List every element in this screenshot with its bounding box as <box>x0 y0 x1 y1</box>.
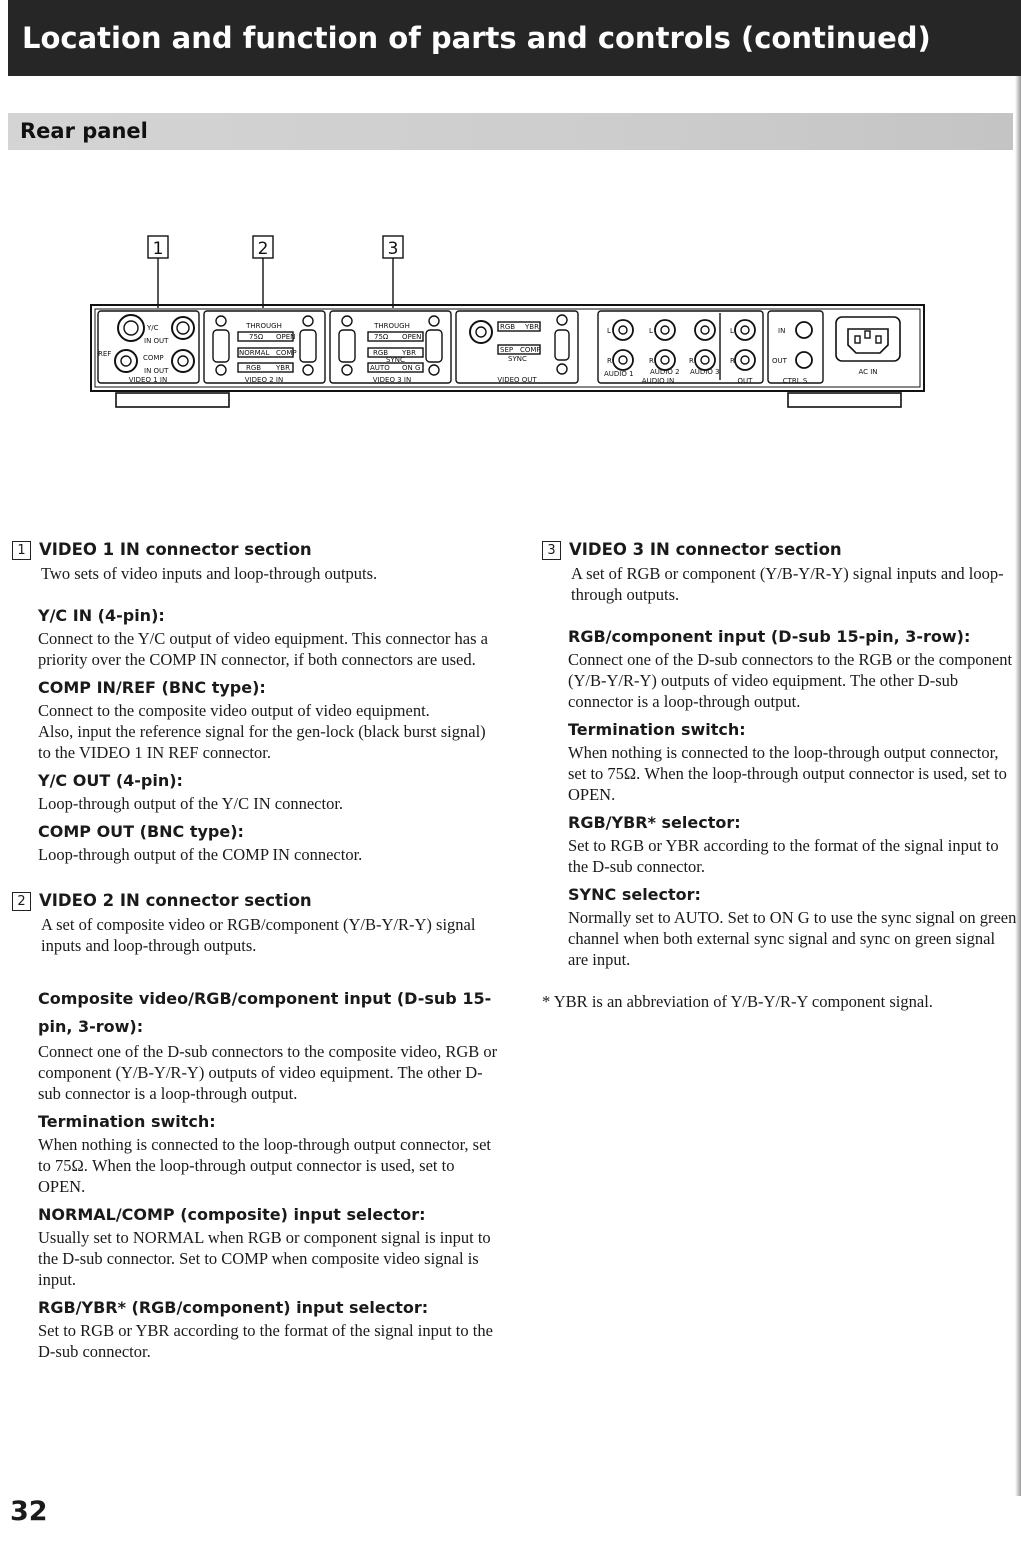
svg-text:RGB: RGB <box>373 349 389 357</box>
svg-text:AUTO: AUTO <box>370 364 390 372</box>
svg-text:L: L <box>730 327 734 335</box>
svg-text:SEP: SEP <box>500 346 514 354</box>
callout-1: 1 <box>152 239 164 259</box>
audio-in-label: AUDIO IN <box>641 377 675 385</box>
normal-comp-text: Usually set to NORMAL when RGB or component signal is input to the D-sub connector. Set to COMP when composite video signal is input. <box>38 1228 491 1289</box>
yc-out-jack <box>172 317 194 339</box>
ref-bnc-jack <box>115 350 137 372</box>
ybr-footnote: * YBR is an abbreviation of Y/B-Y/R-Y component signal. <box>542 992 933 1011</box>
rear-panel-diagram <box>88 230 930 415</box>
svg-text:OPEN: OPEN <box>276 333 296 341</box>
video3-dsub-text: Connect one of the D-sub connectors to the RGB or the component (Y/B-Y/R-Y) outputs of video equipment. The other D-sub connector is a loop-through output. <box>568 650 1013 711</box>
video1-heading: 1 VIDEO 1 IN connector section <box>12 538 502 562</box>
svg-text:R: R <box>730 357 735 365</box>
video2-intro: A set of composite video or RGB/component (Y/B-Y/R-Y) signal inputs and loop-through outputs. <box>41 915 476 955</box>
svg-text:YBR: YBR <box>276 364 290 372</box>
section-number-3: 3 <box>542 541 561 560</box>
callout-3: 3 <box>387 239 399 259</box>
comp-in-text: Connect to the composite video output of video equipment. <box>38 701 430 720</box>
svg-text:RGB: RGB <box>500 323 516 331</box>
svg-text:OPEN: OPEN <box>402 333 422 341</box>
video3-dsub-out <box>426 330 442 362</box>
svg-text:OUT: OUT <box>772 357 787 365</box>
ctrl-s-in-jack <box>796 322 812 338</box>
left-foot <box>116 393 229 407</box>
svg-text:REF: REF <box>98 350 112 358</box>
video-out-dsub <box>555 330 569 360</box>
right-foot <box>788 393 901 407</box>
svg-text:Y/C: Y/C <box>147 324 159 332</box>
audio2-l-jack <box>655 320 675 340</box>
yc-out-text: Loop-through output of the Y/C IN connector. <box>38 794 344 813</box>
video1-intro: Two sets of video inputs and loop-through outputs. <box>41 564 378 583</box>
normal-comp-heading: NORMAL/COMP (composite) input selector: <box>38 1205 426 1224</box>
audio1-l-jack <box>613 320 633 340</box>
video3-dsub-heading: RGB/component input (D-sub 15-pin, 3-row): <box>568 627 971 646</box>
sync-selector-heading: SYNC selector: <box>568 885 701 904</box>
section-number-2: 2 <box>12 892 31 911</box>
svg-text:THROUGH: THROUGH <box>374 322 410 330</box>
audio3-r-jack <box>695 350 715 370</box>
section-number-1: 1 <box>12 541 31 560</box>
callout-2: 2 <box>257 239 269 259</box>
video3-dsub-in <box>339 330 355 362</box>
comp-out-bnc-jack <box>172 350 194 372</box>
svg-text:THROUGH: THROUGH <box>246 322 282 330</box>
svg-text:R: R <box>607 357 612 365</box>
video-out-yc-jack <box>470 321 492 343</box>
svg-text:L: L <box>649 327 653 335</box>
video2-dsub-in <box>213 330 229 362</box>
video2-dsub-text: Connect one of the D-sub connectors to the composite video, RGB or component (Y/B-Y/R-Y) outputs of video equipment. The other D-sub connector is a loop-through output. <box>38 1042 498 1103</box>
svg-text:COMP: COMP <box>143 354 164 362</box>
comp-out-text: Loop-through output of the COMP IN connector. <box>38 845 363 864</box>
video3-in-label: VIDEO 3 IN <box>372 376 412 384</box>
svg-text:R: R <box>649 357 654 365</box>
svg-text:SYNC: SYNC <box>508 355 527 363</box>
svg-text:NORMAL: NORMAL <box>239 349 270 357</box>
ctrl-s-panel <box>768 311 823 383</box>
page-title: Location and function of parts and controls (continued) <box>8 0 1021 76</box>
svg-text:RGB: RGB <box>246 364 262 372</box>
video3-rgb-ybr-heading: RGB/YBR* selector: <box>568 813 741 832</box>
svg-text:IN: IN <box>778 327 786 335</box>
comp-out-heading: COMP OUT (BNC type): <box>38 822 244 841</box>
audio2-r-jack <box>655 350 675 370</box>
ctrl-s-out-jack <box>796 352 812 368</box>
video2-heading: 2 VIDEO 2 IN connector section <box>12 889 502 913</box>
page-number: 32 <box>10 1496 48 1527</box>
video2-dsub-out <box>300 330 316 362</box>
svg-text:YBR: YBR <box>525 323 539 331</box>
right-column <box>542 538 1018 1029</box>
svg-text:AUDIO 1: AUDIO 1 <box>604 370 634 378</box>
svg-text:SYNC: SYNC <box>386 356 405 364</box>
ac-in-socket <box>836 317 900 361</box>
video3-intro: A set of RGB or component (Y/B-Y/R-Y) signal inputs and loop-through outputs. <box>571 564 1004 604</box>
left-column <box>12 538 502 1362</box>
video-out-label: VIDEO OUT <box>497 376 537 384</box>
svg-text:R: R <box>689 357 694 365</box>
video3-rgb-ybr-text: Set to RGB or YBR according to the format of the signal input to the D-sub connector. <box>568 836 999 876</box>
audio-out-r-jack <box>735 350 755 370</box>
svg-text:75Ω: 75Ω <box>249 333 264 341</box>
video3-heading: 3 VIDEO 3 IN connector section <box>542 538 1018 562</box>
svg-text:COMP: COMP <box>276 349 297 357</box>
comp-in-heading: COMP IN/REF (BNC type): <box>38 678 266 697</box>
audio1-r-jack <box>613 350 633 370</box>
video2-rgb-ybr-text: Set to RGB or YBR according to the format of the signal input to the D-sub connector. <box>38 1321 493 1361</box>
video3-termination-heading: Termination switch: <box>568 720 746 739</box>
sync-selector-text: Normally set to AUTO. Set to ON G to use the sync signal on green channel when both external sync signal and sync on green signal are input. <box>568 908 1017 969</box>
svg-text:IN OUT: IN OUT <box>144 337 169 345</box>
ctrl-s-label: CTRL S <box>782 377 808 385</box>
video2-termination-text: When nothing is connected to the loop-through output connector, set to 75Ω. When the loop-through output connector is used, set to OPEN. <box>38 1135 491 1196</box>
video2-dsub-heading: Composite video/RGB/component input (D-sub 15-pin, 3-row): <box>38 989 492 1036</box>
video2-rgb-ybr-heading: RGB/YBR* (RGB/component) input selector: <box>38 1298 429 1317</box>
video2-termination-heading: Termination switch: <box>38 1112 216 1131</box>
svg-text:ON G: ON G <box>402 364 421 372</box>
video1-in-label: VIDEO 1 IN <box>128 376 168 384</box>
svg-text:IN OUT: IN OUT <box>144 367 169 375</box>
yc-out-heading: Y/C OUT (4-pin): <box>38 771 183 790</box>
svg-text:YBR: YBR <box>402 349 416 357</box>
svg-text:AUDIO 3: AUDIO 3 <box>690 368 720 376</box>
ac-in-label: AC IN <box>858 368 878 376</box>
svg-text:75Ω: 75Ω <box>374 333 389 341</box>
section-heading-rear-panel: Rear panel <box>8 113 1013 150</box>
audio3-l-jack <box>695 320 715 340</box>
video2-in-label: VIDEO 2 IN <box>244 376 284 384</box>
audio-out-label: OUT <box>737 377 753 385</box>
yc-in-jack <box>118 315 144 341</box>
audio-out-l-jack <box>735 320 755 340</box>
yc-in-text: Connect to the Y/C output of video equipment. This connector has a priority over the COMP IN connector, if both connectors are used. <box>38 629 488 669</box>
svg-text:L: L <box>607 327 611 335</box>
comp-in-text-ref: Also, input the reference signal for the gen-lock (black burst signal) to the VIDEO 1 IN REF connector. <box>38 722 486 762</box>
svg-text:COMP: COMP <box>520 346 541 354</box>
yc-in-heading: Y/C IN (4-pin): <box>38 606 165 625</box>
svg-text:AUDIO 2: AUDIO 2 <box>650 368 680 376</box>
video3-termination-text: When nothing is connected to the loop-through output connector, set to 75Ω. When the loop-through output connector is used, set to OPEN. <box>568 743 1007 804</box>
